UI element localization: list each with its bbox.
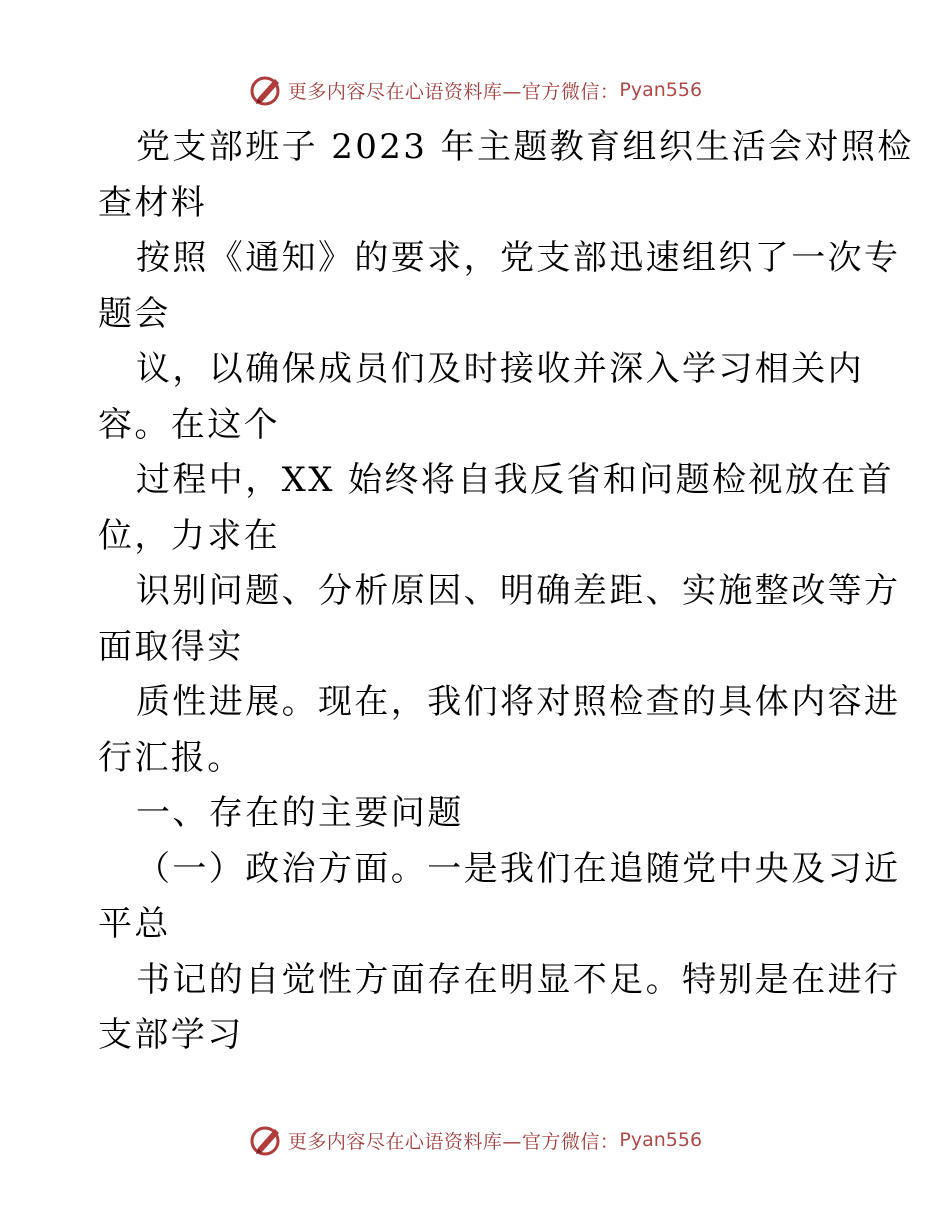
paragraph-line: 识别问题、分析原因、明确差距、实施整改等方 [136, 571, 901, 611]
watermark-footer [0, 1120, 950, 1160]
title-line-2: 查材料 [98, 182, 208, 223]
paragraph-line: 过程中，XX 始终将自我反省和问题检视放在首 [136, 460, 895, 500]
document-body [98, 120, 914, 1064]
watermark-text: 更多内容尽在心语资料库—官方微信： [287, 80, 620, 103]
watermark-text: 更多内容尽在心语资料库—官方微信： [287, 1130, 620, 1153]
paragraph-line: 书记的自觉性方面存在明显不足。特别是在进行 [136, 959, 901, 1000]
paragraph-line: 行汇报。 [98, 737, 244, 778]
paragraph-line: 容。在这个 [98, 404, 280, 445]
paragraph-line: （一）政治方面。一是我们在追随党中央及习近 [136, 848, 901, 889]
paragraph-line: 质性进展。现在，我们将对照检查的具体内容进 [136, 682, 901, 722]
watermark-wechat-id: Pyan556 [619, 79, 703, 101]
title-line-1: 党支部班子 2023 年主题教育组织生活会对照检 [136, 127, 914, 167]
watermark-header [0, 70, 950, 110]
paragraph-line: 位，力求在 [98, 515, 280, 556]
paragraph-line: 平总 [98, 904, 171, 944]
paragraph-line: 题会 [98, 293, 171, 334]
pen-logo-icon [248, 72, 284, 108]
paragraph-line: 支部学习 [98, 1015, 244, 1055]
paragraph-line: 议，以确保成员们及时接收并深入学习相关内 [136, 349, 864, 389]
section-heading: 一、存在的主要问题 [136, 793, 464, 833]
watermark-wechat-id: Pyan556 [619, 1129, 703, 1151]
paragraph-line: 按照《通知》的要求，党支部迅速组织了一次专 [136, 238, 901, 278]
pen-logo-icon [248, 1122, 284, 1158]
paragraph-line: 面取得实 [98, 626, 244, 667]
